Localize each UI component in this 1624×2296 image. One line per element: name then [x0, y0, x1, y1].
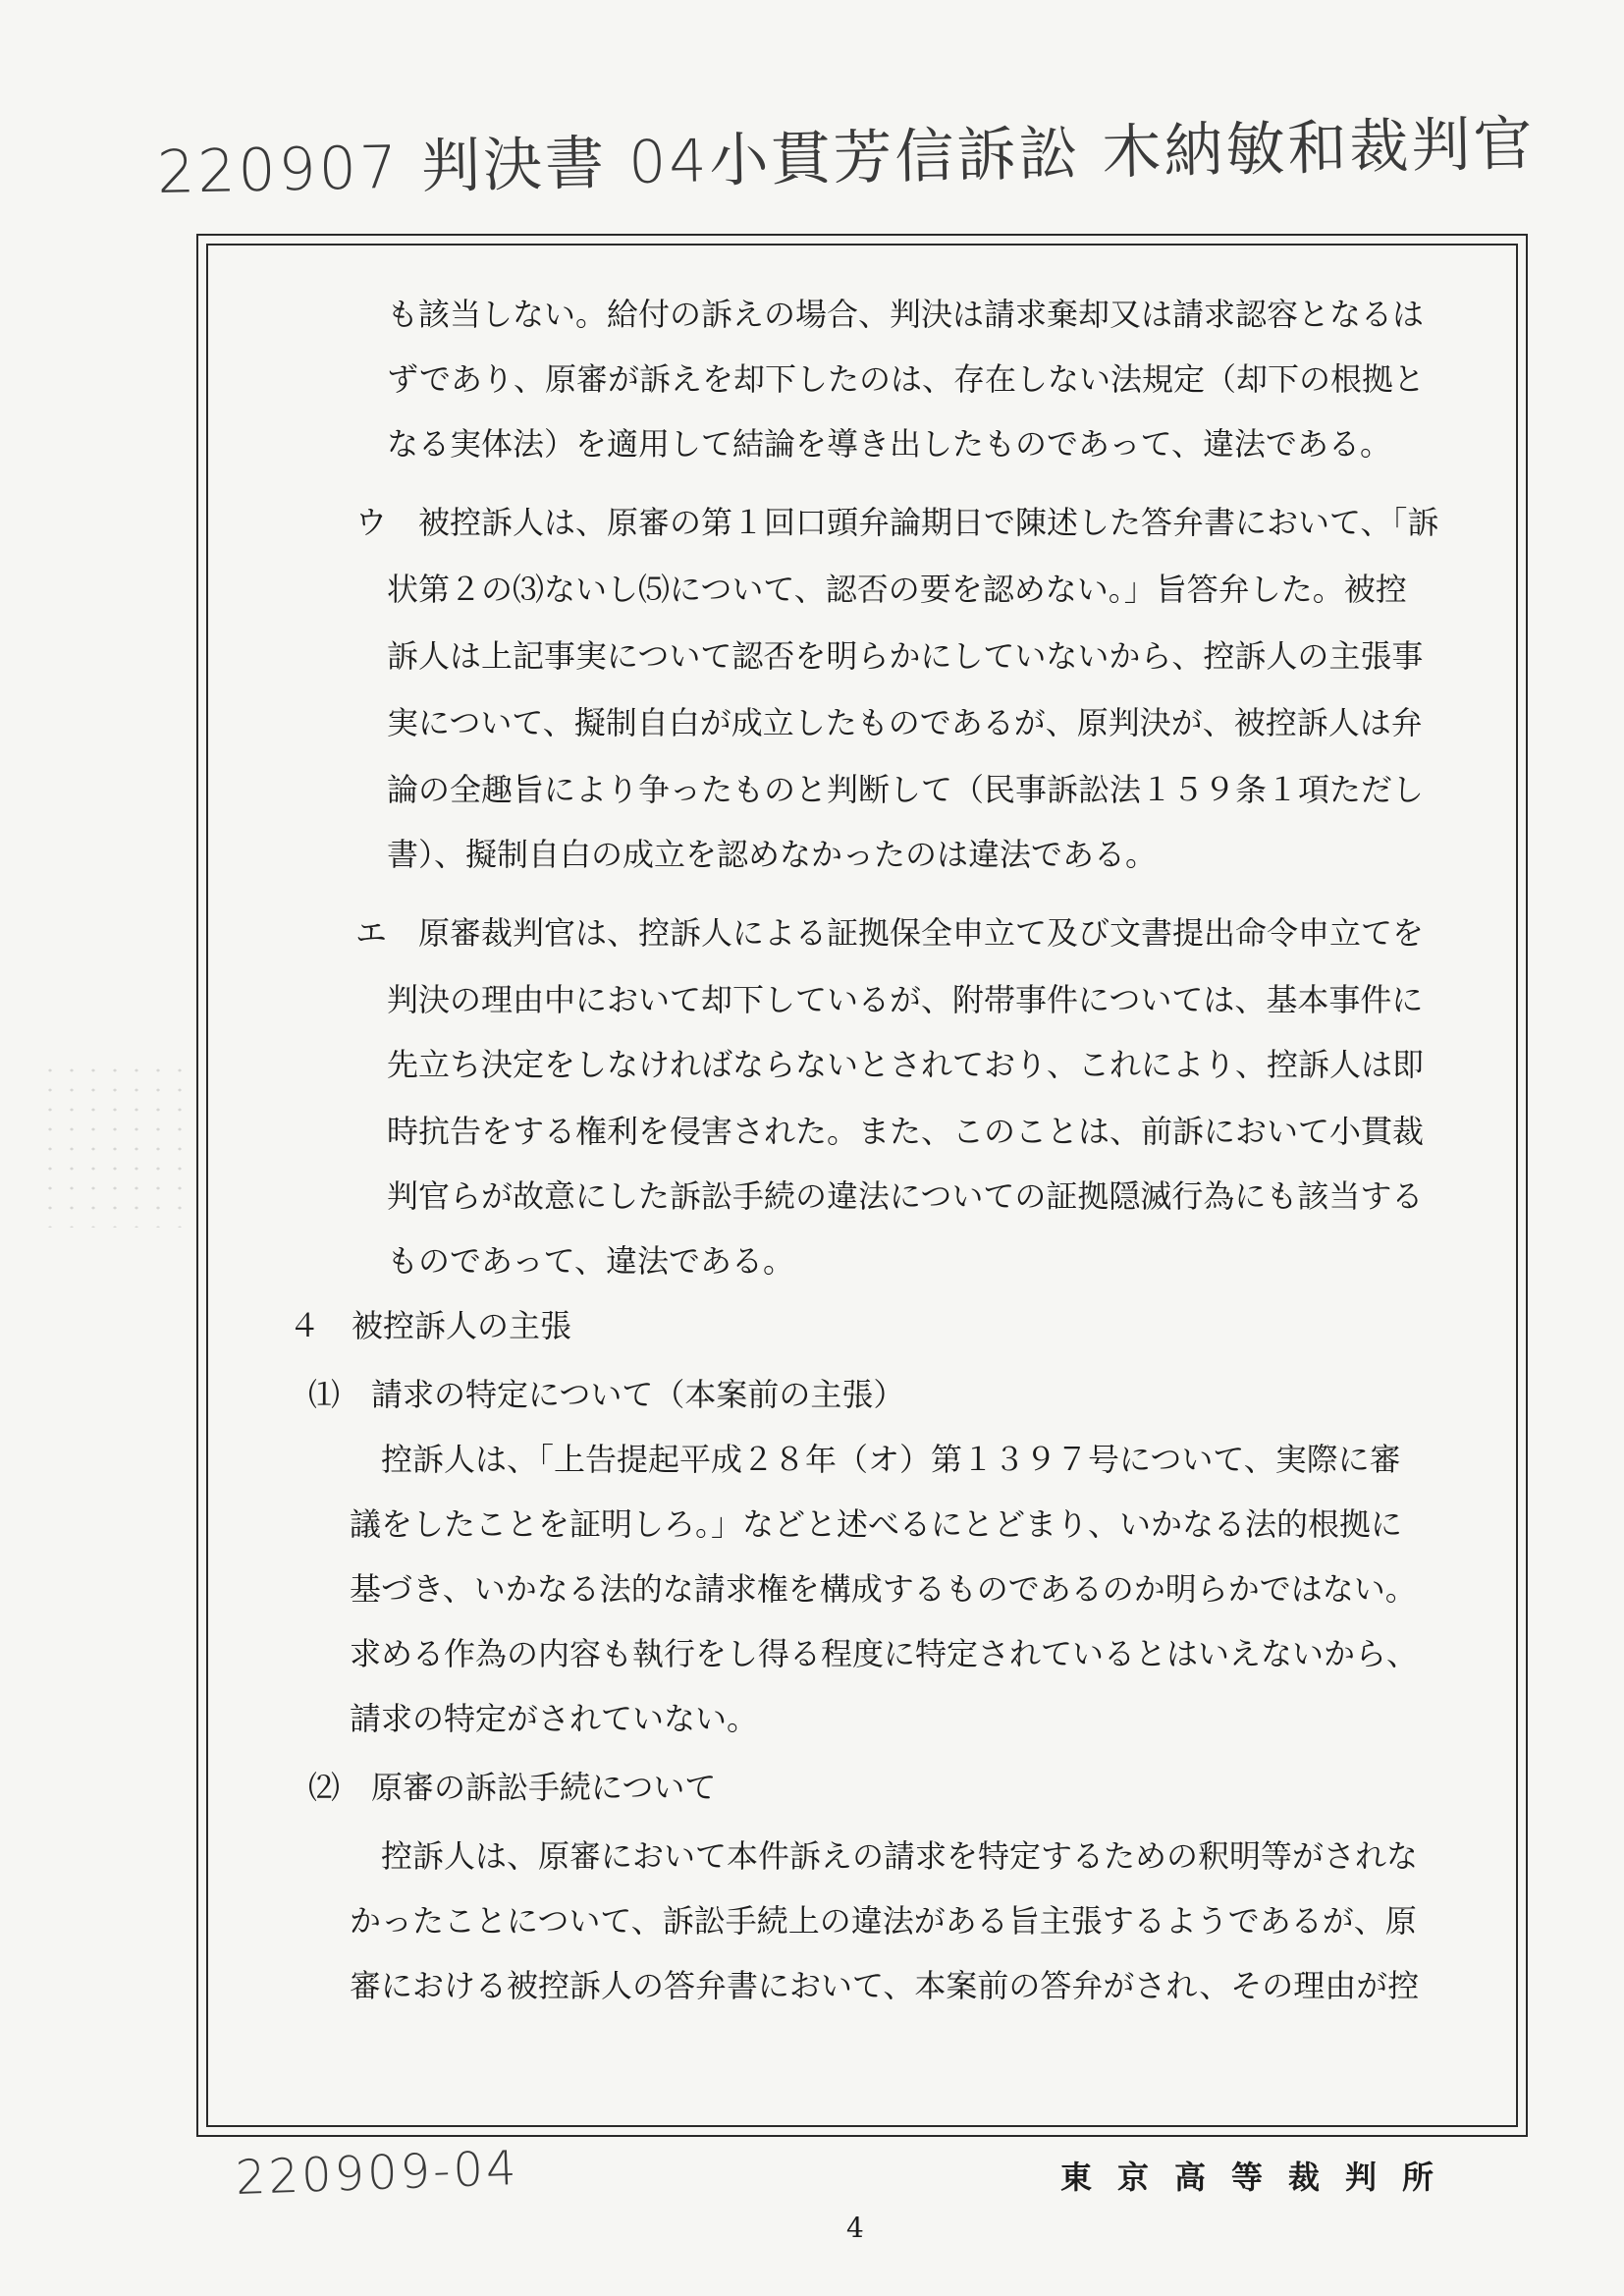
body-line: ウ 被控訴人は、原審の第１回口頭弁論期日で陳述した答弁書において、「訴 — [355, 504, 1439, 541]
body-line: 基づき、いかなる法的な請求権を構成するものであるのか明らかではない。 — [350, 1570, 1417, 1608]
body-line: 訴人は上記事実について認否を明らかにしていないから、控訴人の主張事 — [387, 637, 1424, 675]
court-name: 東京高等裁判所 — [1060, 2159, 1460, 2196]
handwritten-footer-note: 220909-04 — [235, 2140, 520, 2206]
handwritten-header-note: 220907 判決書 04小貫芳信訴訟 木納敏和裁判官 — [156, 109, 1537, 207]
body-line: 請求の特定がされていない。 — [350, 1700, 759, 1737]
body-line: も該当しない。給付の訴えの場合、判決は請求棄却又は請求認容となるは — [387, 296, 1425, 333]
body-line: かったことについて、訴訟手続上の違法がある旨主張するようであるが、原 — [350, 1902, 1417, 1940]
body-line: 控訴人は、「上告提起平成２８年（オ）第１３９７号について、実際に審 — [381, 1441, 1401, 1478]
body-line: 控訴人は、原審において本件訴えの請求を特定するための釈明等がされな — [381, 1837, 1419, 1875]
body-line: ずであり、原審が訴えを却下したのは、存在しない法規定（却下の根拠と — [387, 360, 1425, 398]
body-line: 時抗告をする権利を侵害された。また、このことは、前訴において小貫裁 — [387, 1113, 1425, 1150]
document-frame — [196, 234, 1528, 2137]
subsection-heading: ⑵ 原審の訴訟手続について — [308, 1769, 717, 1806]
section-heading: ４ 被控訴人の主張 — [289, 1307, 572, 1344]
body-line: 議をしたことを証明しろ。」などと述べるにとどまり、いかなる法的根拠に — [350, 1505, 1403, 1543]
subsection-heading: ⑴ 請求の特定について（本案前の主張） — [308, 1376, 905, 1413]
body-line: 実について、擬制自白が成立したものであるが、原判決が、被控訴人は弁 — [387, 704, 1423, 741]
body-line: 論の全趣旨により争ったものと判断して（民事訴訟法１５９条１項ただし — [387, 771, 1425, 808]
scan-dot-texture — [39, 1061, 187, 1228]
body-line: エ 原審裁判官は、控訴人による証拠保全申立て及び文書提出命令申立てを — [355, 914, 1425, 952]
body-line: 書）、擬制自白の成立を認めなかったのは違法である。 — [387, 836, 1158, 873]
body-line: 判決の理由中において却下しているが、附帯事件については、基本事件に — [387, 981, 1424, 1018]
body-line: なる実体法）を適用して結論を導き出したものであって、違法である。 — [387, 425, 1392, 463]
body-line: 判官らが故意にした訴訟手続の違法についての証拠隠滅行為にも該当する — [387, 1177, 1424, 1215]
body-line: 状第２の⑶ないし⑸について、認否の要を認めない。」旨答弁した。被控 — [387, 571, 1407, 608]
document-body — [198, 236, 1526, 2135]
body-line: 求める作為の内容も執行をし得る程度に特定されているとはいえないから、 — [350, 1635, 1419, 1672]
page-number: 4 — [846, 2212, 864, 2244]
body-line: ものであって、違法である。 — [387, 1242, 795, 1280]
body-line: 先立ち決定をしなければならないとされており、これにより、控訴人は即 — [387, 1046, 1425, 1083]
body-line: 審における被控訴人の答弁書において、本案前の答弁がされ、その理由が控 — [350, 1967, 1420, 2004]
